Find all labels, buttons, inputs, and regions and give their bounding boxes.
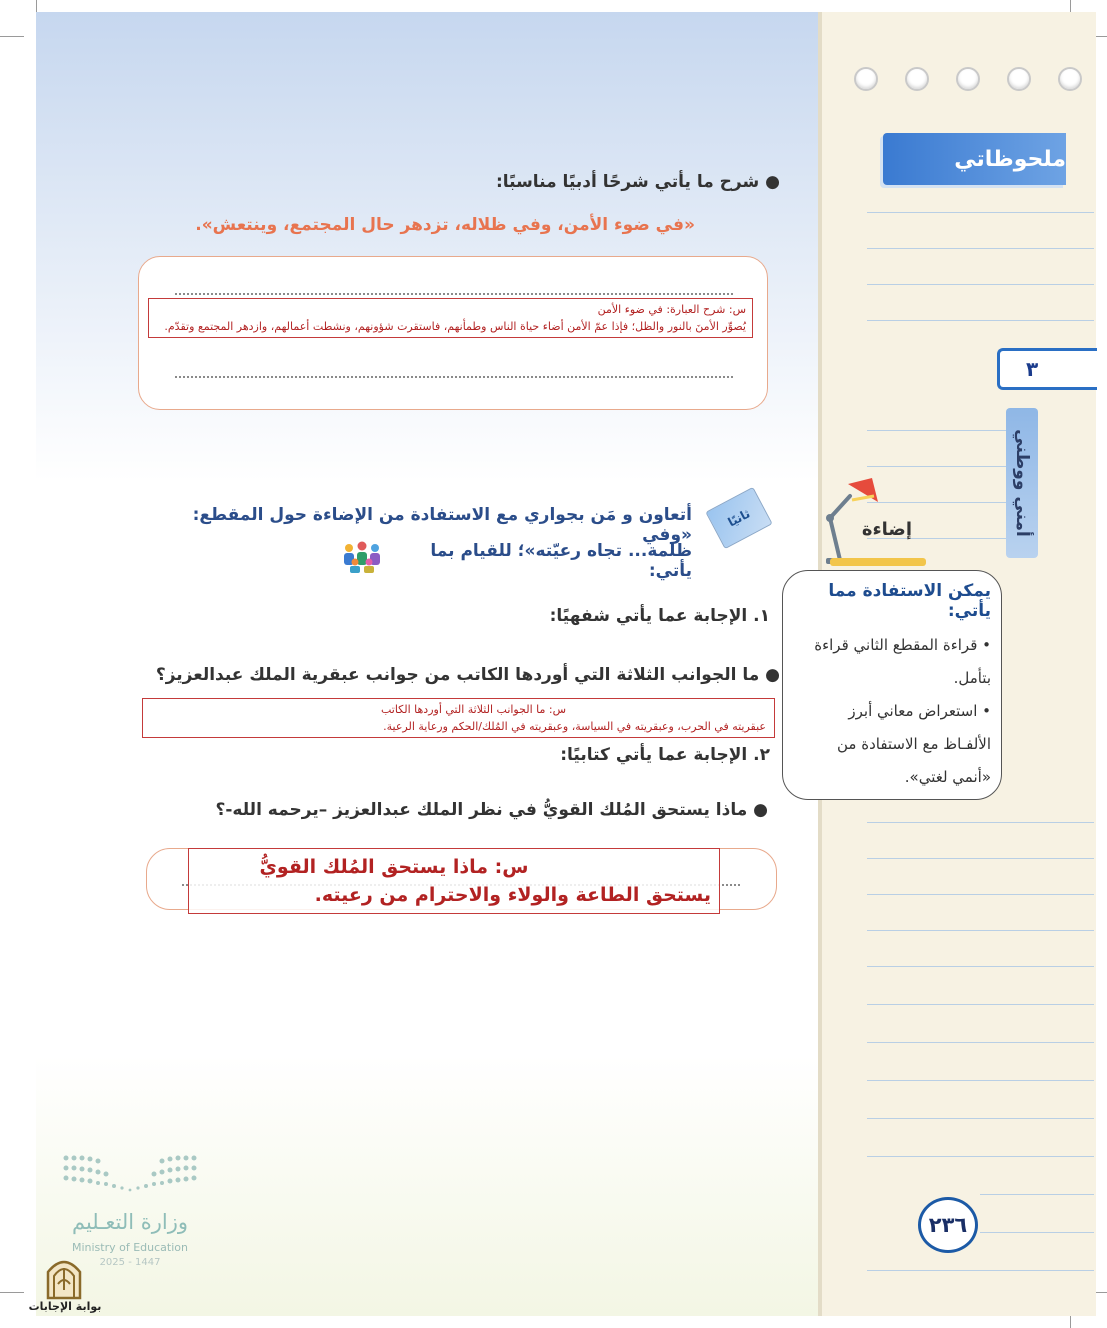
note-line — [980, 1232, 1094, 1233]
note-line — [867, 966, 1094, 967]
binder-ring — [854, 67, 878, 91]
section2-instruction-line2: ظلمة... تجاه رعيّته»؛ للقيام بما يأتي: — [430, 541, 692, 581]
binder-ring — [1007, 67, 1031, 91]
note-line — [867, 248, 1094, 249]
hint-item: • قراءة المقطع الثاني قراءة بتأمل. — [814, 636, 991, 687]
note-line — [867, 1156, 1094, 1157]
answer-line: يستحق الطاعة والولاء والاحترام من رعيته. — [314, 884, 711, 906]
note-line — [867, 1270, 1094, 1271]
note-line — [867, 1118, 1094, 1119]
question2-handwritten-answer — [142, 698, 775, 738]
ministry-logo-icon — [60, 1150, 200, 1200]
unit-title-tab — [1006, 408, 1038, 558]
note-line — [867, 822, 1094, 823]
note-line — [867, 858, 1094, 859]
unit-number-tab: ٣ — [997, 348, 1097, 390]
answer-dotted-line — [175, 376, 733, 378]
answer-dotted-line — [175, 293, 733, 295]
note-line — [867, 1004, 1094, 1005]
notes-title: ملحوظاتي — [883, 133, 1066, 185]
part1-label: ١. الإجابة عما يأتي شفهيًا: — [549, 606, 770, 626]
main-page-area — [36, 12, 818, 1316]
note-line — [867, 284, 1094, 285]
section2-instruction-line1: أتعاون و مَن بجواري مع الاستفادة من الإضاءة حول المقطع: «وفي — [192, 505, 692, 545]
binder-ring — [956, 67, 980, 91]
section2-badge: ثانيًا — [705, 487, 772, 549]
question3-handwritten-answer — [188, 848, 720, 914]
note-line — [867, 466, 1007, 467]
watermark-text: بوابة الإجابات — [28, 1300, 102, 1313]
note-line — [980, 1194, 1094, 1195]
answer-line: يُصوِّر الأمنَ بالنور والظل؛ فإذا عمّ الأمن أضاء حياة الناس وطمأنهم، فاستقرت شؤونهم، ونشطت أعمالهم، وازدهر المجتمع وتقدّم. — [164, 320, 746, 333]
hint-title: يمكن الاستفادة مما يأتي: — [828, 581, 991, 621]
answer-line: س: ما الجوانب الثلاثة التي أوردها الكاتب — [380, 703, 566, 716]
page-number: ٢٣٦ — [918, 1197, 978, 1253]
exercise1-quote: «في ضوء الأمن، وفي ظلاله، تزدهر حال المجتمع، وينتعش». — [195, 215, 695, 235]
unit-title: أمني ووطني — [1012, 429, 1032, 537]
note-line — [867, 430, 1007, 431]
question2-text: ● ما الجوانب الثلاثة التي أوردها الكاتب من جوانب عبقرية الملك عبدالعزيز؟ — [155, 665, 780, 685]
hint-item: • استعراض معاني أبرز الألفـاظ مع الاستفادة من «أنمي لغتي». — [836, 702, 991, 786]
ministry-year: 2025 - 1447 — [99, 1257, 161, 1268]
hint-label: إضاءة — [861, 519, 912, 540]
watermark-logo-icon — [42, 1254, 86, 1300]
binder-ring — [905, 67, 929, 91]
note-line — [867, 894, 1094, 895]
crop-mark — [0, 1292, 24, 1293]
crop-mark — [0, 36, 24, 37]
binder-ring — [1058, 67, 1082, 91]
answer-line: عبقريته في الحرب، وعبقريته في السياسة، وعبقريته في المُلك/الحكم ورعاية الرعية. — [383, 720, 766, 733]
exercise1-handwritten-answer — [148, 298, 753, 338]
crop-mark — [36, 0, 37, 12]
answer-line: س: ماذا يستحق المُلك القويُّ — [259, 856, 529, 878]
note-line — [867, 212, 1094, 213]
part2-label: ٢. الإجابة عما يأتي كتابيًا: — [560, 745, 770, 765]
ministry-name-english: Ministry of Education — [71, 1241, 188, 1254]
hint-box — [782, 570, 1002, 800]
group-work-icon — [340, 540, 384, 574]
answer-line: س: شرح العبارة: في ضوء الأمن — [597, 303, 746, 316]
hint-list — [797, 629, 991, 794]
note-line — [867, 320, 1094, 321]
note-line — [867, 1080, 1094, 1081]
question3-text: ● ماذا يستحق المُلك القويُّ في نظر الملك عبدالعزيز –يرحمه الله-؟ — [215, 800, 768, 820]
note-line — [867, 930, 1094, 931]
ministry-name-arabic: وزارة التعـليم — [71, 1210, 189, 1234]
note-line — [867, 1042, 1094, 1043]
exercise1-instruction: ● شرح ما يأتي شرحًا أدبيًا مناسبًا: — [495, 172, 780, 192]
hint-bar — [830, 558, 926, 566]
